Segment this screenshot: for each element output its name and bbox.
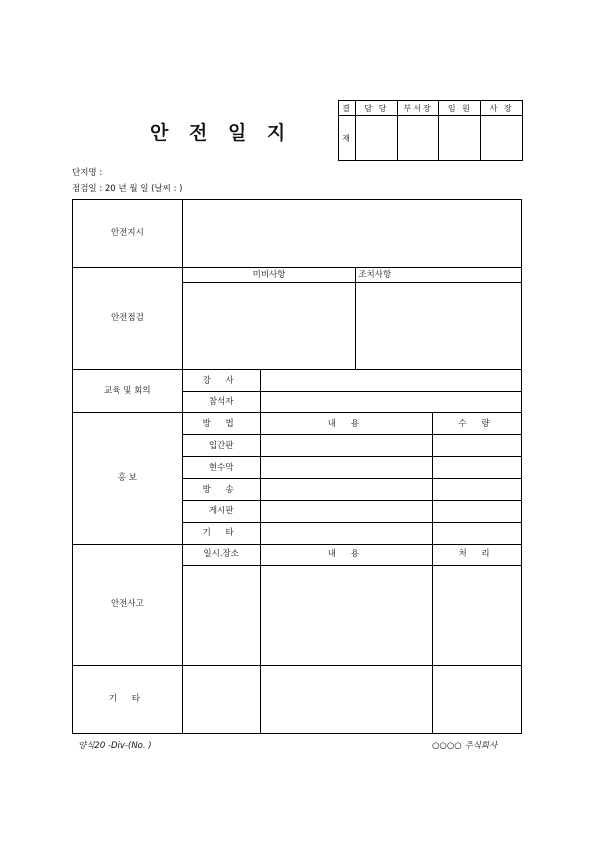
promotion-row-quantity[interactable] xyxy=(433,479,522,501)
promotion-row-label: 입간판 xyxy=(182,435,260,457)
approval-label-bottom: 재 xyxy=(339,116,356,161)
promotion-row-label: 현수막 xyxy=(182,457,260,479)
promotion-row-quantity[interactable] xyxy=(433,457,522,479)
promotion-row-content[interactable] xyxy=(260,501,433,522)
accident-handling-header: 처 리 xyxy=(433,544,522,565)
inspection-label: 안전점검 xyxy=(73,268,183,370)
accident-content-value[interactable] xyxy=(260,565,433,665)
site-name-label: 단지명 : xyxy=(72,168,103,178)
promotion-row-quantity[interactable] xyxy=(433,435,522,457)
accident-label: 안전사고 xyxy=(73,544,183,665)
promotion-label: 홍 보 xyxy=(73,413,183,544)
instruction-content[interactable] xyxy=(182,200,521,268)
approval-header-president: 사 장 xyxy=(481,101,523,116)
promotion-quantity-header: 수 량 xyxy=(433,413,522,435)
promotion-row-content[interactable] xyxy=(260,522,433,544)
approval-header-staff: 담 당 xyxy=(355,101,397,116)
promotion-method-header: 방 법 xyxy=(182,413,260,435)
inspection-deficiency-header: 미비사항 xyxy=(182,268,356,283)
promotion-row-content[interactable] xyxy=(260,457,433,479)
inspection-date-label: 점검일 : 20 년 월 일 (날씨 : ) xyxy=(72,184,183,194)
promotion-row-label: 게시판 xyxy=(182,501,260,522)
other-content-3[interactable] xyxy=(433,665,522,733)
approval-sign-dept-head[interactable] xyxy=(397,116,439,161)
instruction-label: 안전지시 xyxy=(73,200,183,268)
education-attendees-label: 참석자 xyxy=(182,392,260,413)
other-content-1[interactable] xyxy=(182,665,260,733)
inspection-action-content[interactable] xyxy=(356,283,522,370)
promotion-row-content[interactable] xyxy=(260,435,433,457)
approval-label-top: 결 xyxy=(339,101,356,116)
other-content-2[interactable] xyxy=(260,665,433,733)
promotion-row-label: 기 타 xyxy=(182,522,260,544)
education-label: 교육 및 회의 xyxy=(73,370,183,413)
page-title: 안 전 일 지 xyxy=(150,122,293,144)
education-attendees-value[interactable] xyxy=(260,392,521,413)
accident-datetime-content[interactable] xyxy=(182,565,260,665)
accident-handling-content[interactable] xyxy=(433,565,522,665)
form-number: 양식20 -Div-(No. ) xyxy=(78,741,152,751)
accident-content-header: 내 용 xyxy=(260,544,433,565)
promotion-row-quantity[interactable] xyxy=(433,501,522,522)
approval-header-dept-head: 부서장 xyxy=(397,101,439,116)
approval-header-executive: 임 원 xyxy=(439,101,481,116)
promotion-row-quantity[interactable] xyxy=(433,522,522,544)
inspection-deficiency-content[interactable] xyxy=(182,283,356,370)
education-instructor-value[interactable] xyxy=(260,370,521,392)
inspection-action-header: 조치사항 xyxy=(356,268,522,283)
safety-log-table xyxy=(72,199,522,734)
promotion-row-label: 방 송 xyxy=(182,479,260,501)
company-name: ○○○○ 주식회사 xyxy=(432,741,498,751)
accident-datetime-header: 일시.장소 xyxy=(182,544,260,565)
approval-sign-executive[interactable] xyxy=(439,116,481,161)
promotion-row-content[interactable] xyxy=(260,479,433,501)
education-instructor-label: 강 사 xyxy=(182,370,260,392)
approval-table xyxy=(338,100,523,161)
approval-sign-president[interactable] xyxy=(481,116,523,161)
promotion-content-header: 내 용 xyxy=(260,413,433,435)
other-label: 기 타 xyxy=(73,665,183,733)
approval-sign-staff[interactable] xyxy=(355,116,397,161)
